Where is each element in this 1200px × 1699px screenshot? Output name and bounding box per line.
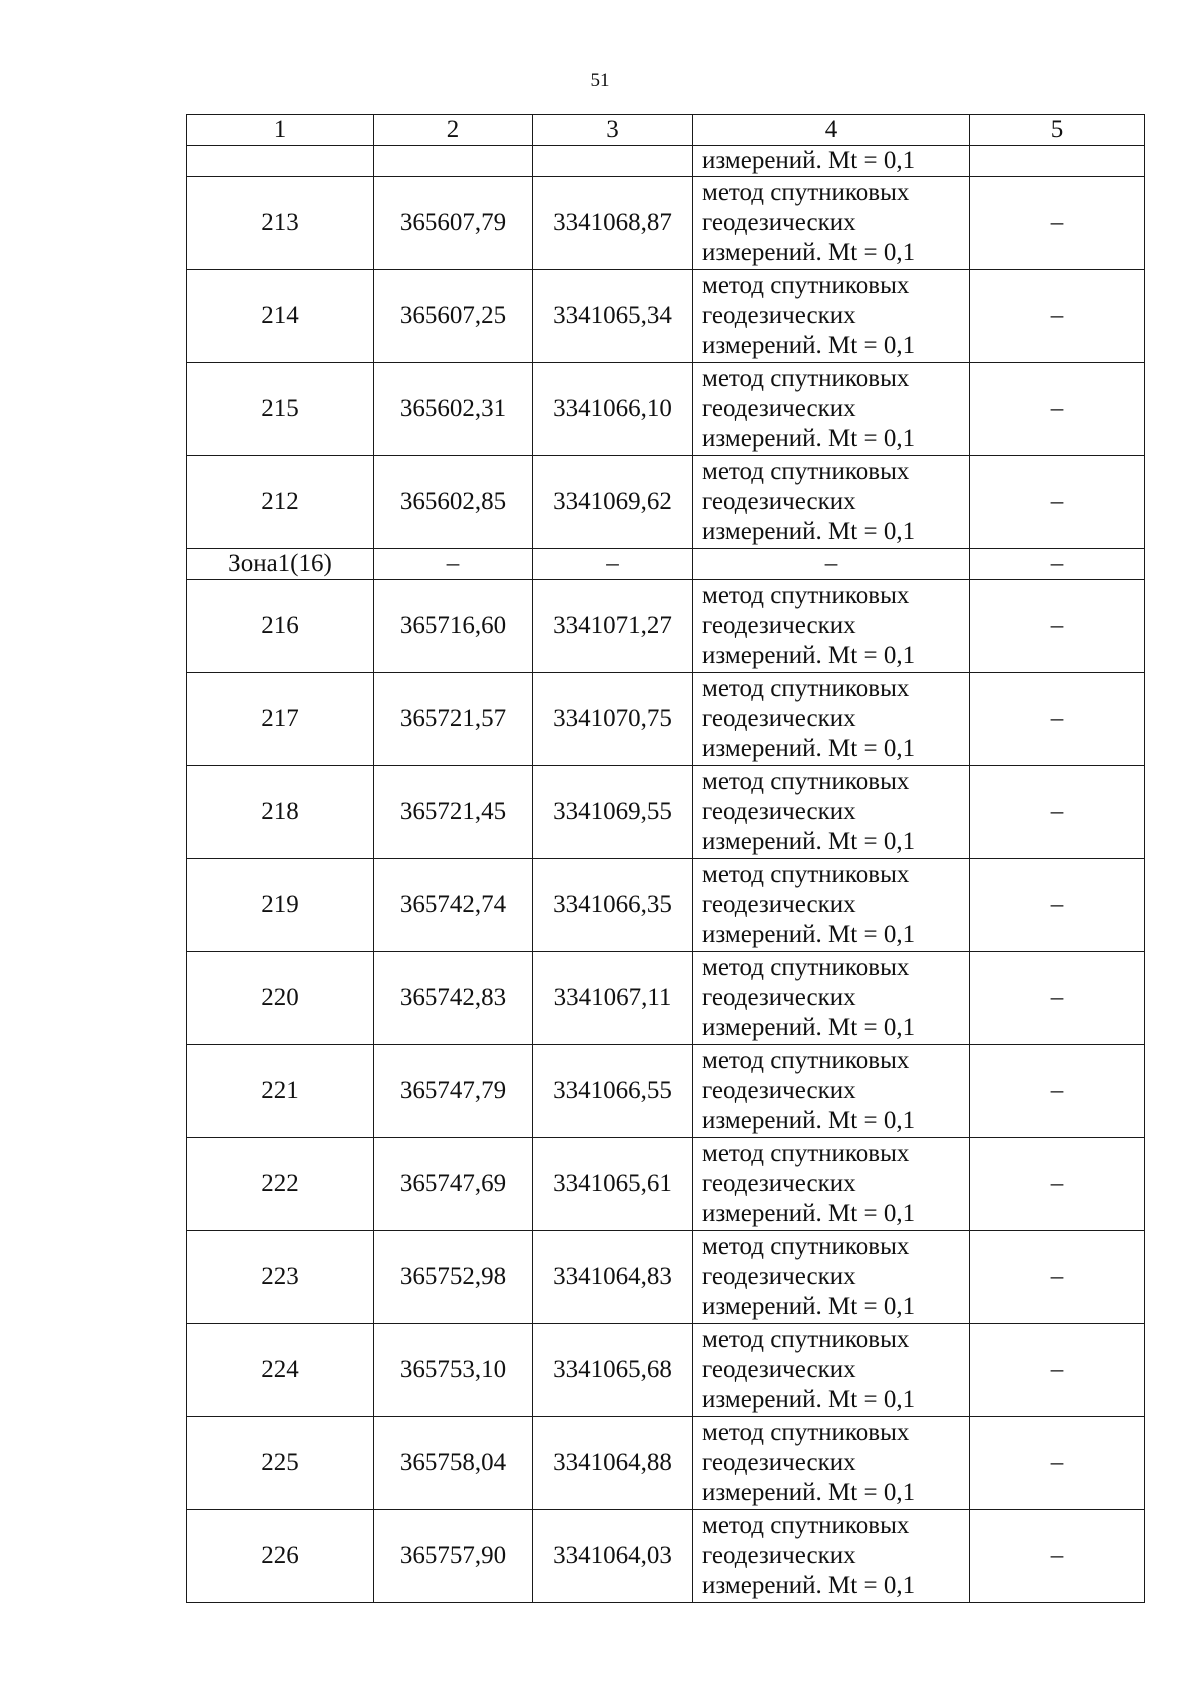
description-cell: –	[970, 1231, 1145, 1324]
method-cell: метод спутниковых геодезических измерений. Mt = 0,1	[693, 1324, 970, 1417]
table-cell	[533, 146, 693, 177]
y-coordinate-cell: 3341071,27	[533, 580, 693, 673]
table-cell	[970, 146, 1145, 177]
description-cell: –	[970, 673, 1145, 766]
table-row	[187, 1138, 1145, 1231]
table-cell	[187, 146, 374, 177]
x-coordinate-cell: 365757,90	[374, 1510, 533, 1603]
y-coordinate-cell: 3341066,35	[533, 859, 693, 952]
coordinates-table	[186, 114, 1145, 1603]
x-coordinate-cell: 365721,45	[374, 766, 533, 859]
table-header-row	[187, 115, 1145, 146]
point-number-cell: 218	[187, 766, 374, 859]
x-coordinate-cell: 365752,98	[374, 1231, 533, 1324]
method-cell: метод спутниковых геодезических измерений. Mt = 0,1	[693, 952, 970, 1045]
method-cell: метод спутниковых геодезических измерений. Mt = 0,1	[693, 270, 970, 363]
table-row	[187, 859, 1145, 952]
zone-label-cell: Зона1(16)	[187, 549, 374, 580]
description-cell: –	[970, 1417, 1145, 1510]
table-row	[187, 270, 1145, 363]
y-coordinate-cell: 3341068,87	[533, 177, 693, 270]
method-cell: метод спутниковых геодезических измерений. Mt = 0,1	[693, 766, 970, 859]
method-cell: –	[693, 549, 970, 580]
point-number-cell: 213	[187, 177, 374, 270]
column-header-2: 2	[374, 115, 533, 146]
description-cell: –	[970, 952, 1145, 1045]
x-coordinate-cell: 365716,60	[374, 580, 533, 673]
method-cell: метод спутниковых геодезических измерений. Mt = 0,1	[693, 1417, 970, 1510]
table-row	[187, 1324, 1145, 1417]
method-cell: метод спутниковых геодезических измерений. Mt = 0,1	[693, 1045, 970, 1138]
y-coordinate-cell: 3341066,55	[533, 1045, 693, 1138]
continuation-row	[187, 146, 1145, 177]
y-coordinate-cell: 3341065,61	[533, 1138, 693, 1231]
y-coordinate-cell: 3341065,34	[533, 270, 693, 363]
x-coordinate-cell: 365721,57	[374, 673, 533, 766]
table-row	[187, 1231, 1145, 1324]
y-coordinate-cell: 3341067,11	[533, 952, 693, 1045]
method-cell: метод спутниковых геодезических измерений. Mt = 0,1	[693, 580, 970, 673]
method-cell: метод спутниковых геодезических измерений. Mt = 0,1	[693, 1138, 970, 1231]
method-cell: метод спутниковых геодезических измерений. Mt = 0,1	[693, 177, 970, 270]
column-header-4: 4	[693, 115, 970, 146]
description-cell: –	[970, 1045, 1145, 1138]
x-coordinate-cell: 365753,10	[374, 1324, 533, 1417]
point-number-cell: 225	[187, 1417, 374, 1510]
table-row	[187, 1045, 1145, 1138]
method-cell: метод спутниковых геодезических измерений. Mt = 0,1	[693, 1510, 970, 1603]
y-coordinate-cell: 3341064,83	[533, 1231, 693, 1324]
point-number-cell: 224	[187, 1324, 374, 1417]
x-coordinate-cell: –	[374, 549, 533, 580]
table-body	[187, 115, 1145, 1603]
point-number-cell: 223	[187, 1231, 374, 1324]
y-coordinate-cell: 3341070,75	[533, 673, 693, 766]
description-cell: –	[970, 580, 1145, 673]
table-row	[187, 363, 1145, 456]
method-cell: измерений. Mt = 0,1	[693, 146, 970, 177]
method-cell: метод спутниковых геодезических измерений. Mt = 0,1	[693, 456, 970, 549]
table-row	[187, 1417, 1145, 1510]
table-row	[187, 580, 1145, 673]
x-coordinate-cell: 365602,31	[374, 363, 533, 456]
x-coordinate-cell: 365602,85	[374, 456, 533, 549]
table-row	[187, 673, 1145, 766]
point-number-cell: 221	[187, 1045, 374, 1138]
page-number: 51	[590, 70, 610, 91]
x-coordinate-cell: 365607,25	[374, 270, 533, 363]
description-cell: –	[970, 1510, 1145, 1603]
method-cell: метод спутниковых геодезических измерений. Mt = 0,1	[693, 1231, 970, 1324]
table-row	[187, 177, 1145, 270]
description-cell: –	[970, 363, 1145, 456]
description-cell: –	[970, 270, 1145, 363]
table-row	[187, 1510, 1145, 1603]
description-cell: –	[970, 456, 1145, 549]
y-coordinate-cell: 3341065,68	[533, 1324, 693, 1417]
method-cell: метод спутниковых геодезических измерений. Mt = 0,1	[693, 363, 970, 456]
x-coordinate-cell: 365742,83	[374, 952, 533, 1045]
y-coordinate-cell: 3341064,03	[533, 1510, 693, 1603]
table-row	[187, 456, 1145, 549]
zone-row	[187, 549, 1145, 580]
point-number-cell: 216	[187, 580, 374, 673]
description-cell: –	[970, 1138, 1145, 1231]
column-header-1: 1	[187, 115, 374, 146]
x-coordinate-cell: 365747,69	[374, 1138, 533, 1231]
point-number-cell: 212	[187, 456, 374, 549]
x-coordinate-cell: 365758,04	[374, 1417, 533, 1510]
column-header-3: 3	[533, 115, 693, 146]
table-row	[187, 952, 1145, 1045]
point-number-cell: 217	[187, 673, 374, 766]
x-coordinate-cell: 365607,79	[374, 177, 533, 270]
method-cell: метод спутниковых геодезических измерений. Mt = 0,1	[693, 673, 970, 766]
point-number-cell: 214	[187, 270, 374, 363]
column-header-5: 5	[970, 115, 1145, 146]
point-number-cell: 226	[187, 1510, 374, 1603]
description-cell: –	[970, 1324, 1145, 1417]
point-number-cell: 215	[187, 363, 374, 456]
description-cell: –	[970, 549, 1145, 580]
x-coordinate-cell: 365747,79	[374, 1045, 533, 1138]
description-cell: –	[970, 859, 1145, 952]
y-coordinate-cell: 3341066,10	[533, 363, 693, 456]
y-coordinate-cell: 3341069,62	[533, 456, 693, 549]
y-coordinate-cell: 3341069,55	[533, 766, 693, 859]
point-number-cell: 220	[187, 952, 374, 1045]
description-cell: –	[970, 766, 1145, 859]
x-coordinate-cell: 365742,74	[374, 859, 533, 952]
point-number-cell: 222	[187, 1138, 374, 1231]
method-cell: метод спутниковых геодезических измерений. Mt = 0,1	[693, 859, 970, 952]
y-coordinate-cell: –	[533, 549, 693, 580]
table-cell	[374, 146, 533, 177]
description-cell: –	[970, 177, 1145, 270]
table-row	[187, 766, 1145, 859]
y-coordinate-cell: 3341064,88	[533, 1417, 693, 1510]
point-number-cell: 219	[187, 859, 374, 952]
